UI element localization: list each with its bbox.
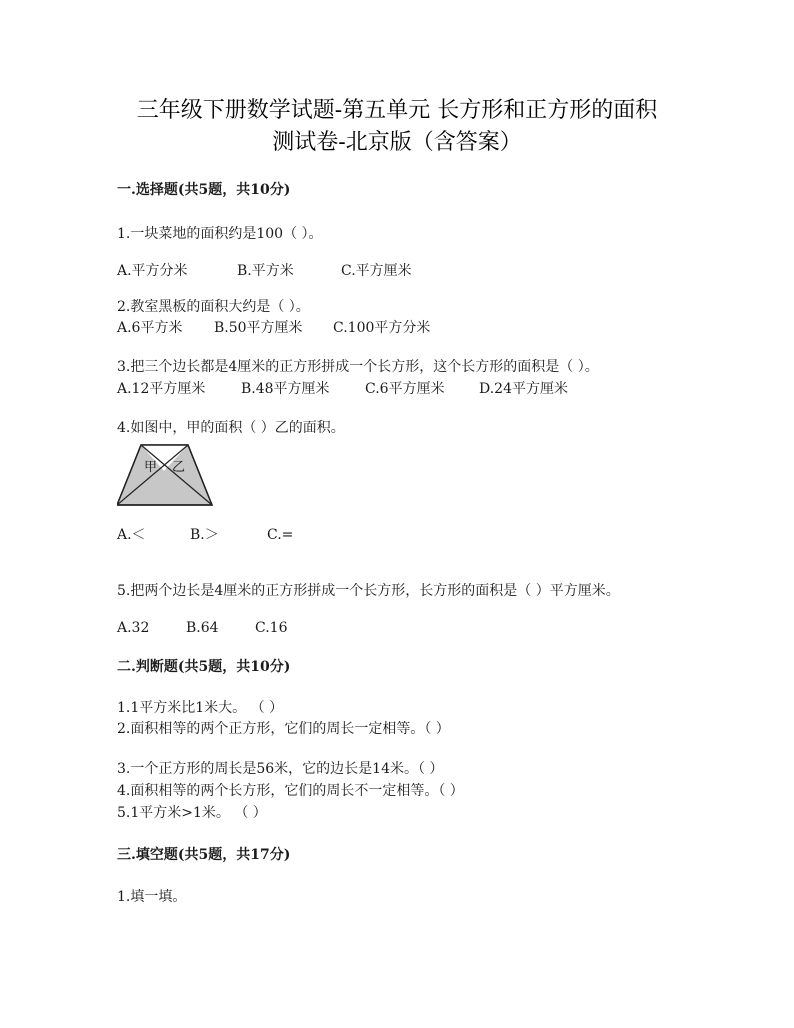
question-3-options xyxy=(117,379,568,399)
option-b: B.48平方厘米 xyxy=(241,381,330,397)
option-b: B.＞ xyxy=(190,527,219,543)
question-5-options xyxy=(117,618,287,638)
option-c: C.16 xyxy=(255,620,288,636)
option-a: A.＜ xyxy=(117,527,146,543)
option-d: D.24平方厘米 xyxy=(479,381,568,397)
trapezoid-figure xyxy=(117,444,213,508)
question-3-stem: 3.把三个边长都是4厘米的正方形拼成一个长方形，这个长方形的面积是（ ）。 xyxy=(117,359,599,375)
question-4-stem: 4.如图中，甲的面积（ ）乙的面积。 xyxy=(117,420,345,436)
option-c: C.100平方分米 xyxy=(333,320,431,336)
section-heading-choice: 一.选择题(共5题，共10分) xyxy=(117,182,291,198)
question-2-options xyxy=(117,318,430,338)
section-heading-judgement: 二.判断题(共5题，共10分) xyxy=(117,659,291,675)
judgement-item-1: 1.1平方米比1米大。 （ ） xyxy=(117,700,284,716)
judgement-item-3: 3.一个正方形的周长是56米，它的边长是14米。（ ） xyxy=(117,761,444,777)
option-b: B.平方米 xyxy=(237,263,294,279)
option-a: A.6平方米 xyxy=(117,320,183,336)
judgement-item-5: 5.1平方米>1米。 （ ） xyxy=(117,805,267,821)
fill-blank-item-1: 1.填一填。 xyxy=(117,889,187,905)
option-c: C.平方厘米 xyxy=(341,263,412,279)
question-5-stem: 5.把两个边长是4厘米的正方形拼成一个长方形，长方形的面积是（ ）平方厘米。 xyxy=(117,583,620,599)
question-2-stem: 2.教室黑板的面积大约是（ ）。 xyxy=(117,299,310,315)
label-yi: 乙 xyxy=(172,460,186,475)
judgement-item-4: 4.面积相等的两个长方形，它们的周长不一定相等。（ ） xyxy=(117,783,464,799)
option-a: A.12平方厘米 xyxy=(117,381,206,397)
option-b: B.64 xyxy=(186,620,219,636)
judgement-item-2: 2.面积相等的两个正方形，它们的周长一定相等。（ ） xyxy=(117,721,450,737)
section-heading-fill-blank: 三.填空题(共5题，共17分) xyxy=(117,847,291,863)
option-c: C.= xyxy=(267,527,294,543)
option-a: A.32 xyxy=(117,620,150,636)
label-jia: 甲 xyxy=(144,460,158,475)
question-4-options xyxy=(117,525,293,545)
option-c: C.6平方厘米 xyxy=(365,381,445,397)
question-1-options xyxy=(117,261,412,281)
document-title-line2: 测试卷-北京版（含答案） xyxy=(272,130,522,155)
option-b: B.50平方厘米 xyxy=(214,320,303,336)
option-a: A.平方分米 xyxy=(117,263,188,279)
question-1-stem: 1.一块菜地的面积约是100（ ）。 xyxy=(117,226,323,242)
document-title-line1: 三年级下册数学试题-第五单元 长方形和正方形的面积 xyxy=(136,98,658,123)
